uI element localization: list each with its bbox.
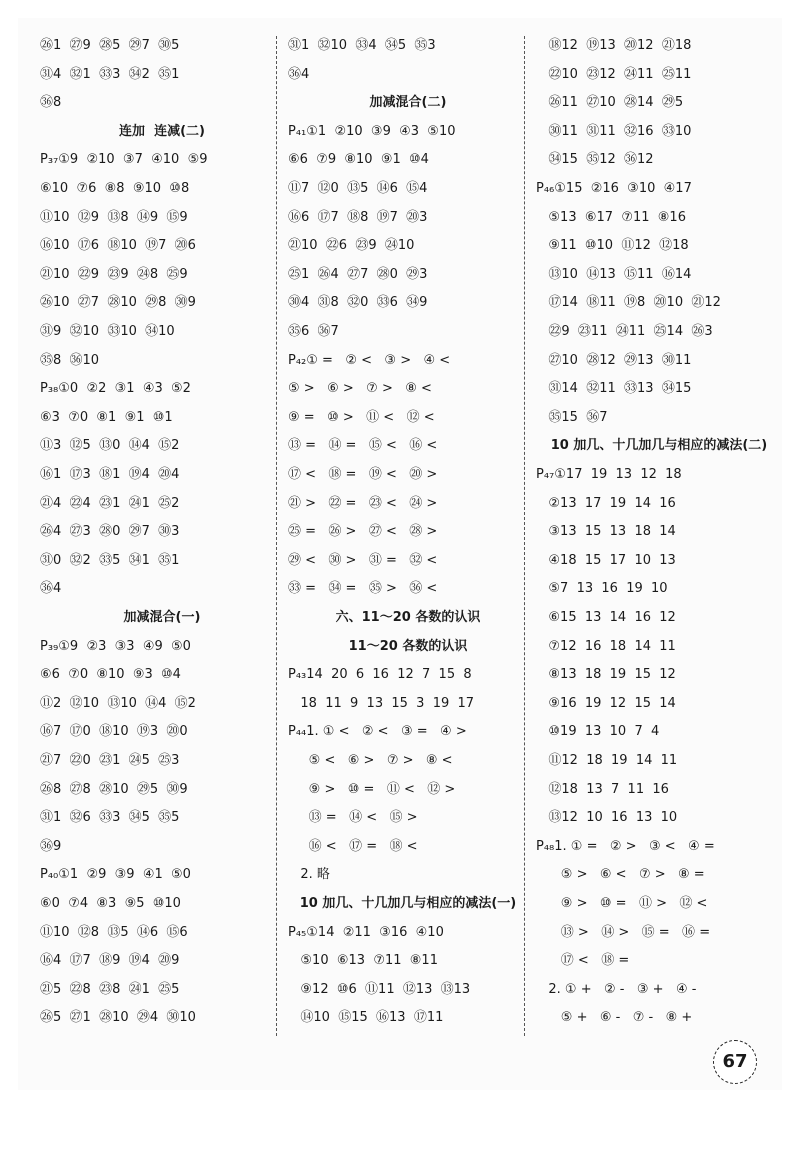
answer-line: ⑯10 ⑰6 ⑱10 ⑲7 ⑳6: [40, 238, 196, 254]
answer-line: ㉑10 ㉒6 ㉓9 ㉔10: [288, 238, 415, 254]
section-heading: 六、11～20 各数的认识: [335, 610, 481, 625]
answer-line: ㉗10 ㉘12 ㉙13 ㉚11: [536, 352, 692, 368]
answer-line: ㊱9: [40, 838, 62, 854]
answer-line: ⑥10 ⑦6 ⑧8 ⑨10 ⑩8: [40, 181, 190, 196]
answer-line: ⑤ > ⑥ > ⑦ > ⑧ <: [288, 381, 432, 397]
answer-line: P₄₈1. ① = ② > ③ < ④ =: [536, 838, 715, 854]
answer-line: ㉛1 ㉜10 ㉝4 ㉞5 ㉟3: [288, 38, 436, 53]
answer-line: ㉕1 ㉖4 ㉗7 ㉘0 ㉙3: [288, 266, 428, 282]
answer-line: ⑪10 ⑫8 ⑬5 ⑭6 ⑮6: [40, 924, 188, 940]
answer-line: ⑤ > ⑥ < ⑦ > ⑧ =: [536, 867, 705, 883]
answer-line: ⑤13 ⑥17 ⑦11 ⑧16: [536, 209, 686, 225]
answer-line: ㉑10 ㉒9 ㉓9 ㉔8 ㉕9: [40, 266, 188, 282]
answer-line: ⑯4 ⑰7 ⑱9 ⑲4 ⑳9: [40, 953, 180, 969]
section-heading: 加减混合(二): [369, 95, 447, 111]
answer-line: ⑪2 ⑫10 ⑬10 ⑭4 ⑮2: [40, 695, 196, 711]
answer-line: ㉖5 ㉗1 ㉘10 ㉙4 ㉚10: [40, 1010, 196, 1026]
section-heading: 连加 连减(二): [119, 123, 205, 139]
answer-line: ⑪3 ⑫5 ⑬0 ⑭4 ⑮2: [40, 438, 180, 454]
answer-line: ②13 17 19 14 16: [536, 495, 676, 511]
answer-line: ㊱4: [288, 66, 310, 82]
answer-line: P₄₇①17 19 13 12 18: [536, 467, 682, 482]
answer-line: ㉙ < ㉚ > ㉛ = ㉜ <: [288, 552, 438, 568]
answer-line: ⑤10 ⑥13 ⑦11 ⑧11: [288, 953, 438, 969]
answer-line: ⑪7 ⑫0 ⑬5 ⑭6 ⑮4: [288, 181, 428, 196]
answer-line: ⑪12 18 19 14 11: [536, 753, 678, 768]
answer-line: ㉟15 ㊱7: [536, 409, 608, 425]
answer-line: 18 11 9 13 15 3 19 17: [288, 695, 475, 711]
answer-line: ⑨ > ⑩ = ⑪ < ⑫ >: [288, 781, 456, 797]
answer-line: P₃₉①9 ②3 ③3 ④9 ⑤0: [40, 638, 191, 654]
section-heading: 10 加几、十几加几与相应的减法(一): [299, 896, 517, 911]
answer-line: ⑯1 ⑰3 ⑱1 ⑲4 ⑳4: [40, 467, 180, 482]
answer-line: ⑨ > ⑩ = ⑪ > ⑫ <: [536, 896, 708, 911]
answer-line: ⑨11 ⑩10 ⑪12 ⑫18: [536, 238, 689, 254]
answer-line: P₄₆①15 ②16 ③10 ④17: [536, 181, 692, 196]
answer-line: ㉛14 ㉜11 ㉝13 ㉞15: [536, 381, 692, 397]
answer-line: ⑤7 13 16 19 10: [536, 581, 668, 597]
answer-line: ㉒10 ㉓12 ㉔11 ㉕11: [536, 66, 692, 82]
answer-line: P₄₀①1 ②9 ③9 ④1 ⑤0: [40, 867, 191, 883]
answer-line: 2. 略: [288, 867, 330, 883]
answer-line: ㉚11 ㉛11 ㉜16 ㉝10: [536, 123, 692, 139]
answer-line: ㉕ = ㉖ > ㉗ < ㉘ >: [288, 524, 438, 540]
answer-line: ⑰ < ⑱ = ⑲ < ⑳ >: [288, 467, 438, 482]
answer-line: ⑬ = ⑭ < ⑮ >: [288, 810, 418, 826]
answer-line: ⑱12 ⑲13 ⑳12 ㉑18: [536, 38, 692, 53]
answer-line: ⑥6 ⑦9 ⑧10 ⑨1 ⑩4: [288, 152, 429, 168]
answer-page: [18, 18, 782, 1090]
answer-line: ⑯ < ⑰ = ⑱ <: [288, 838, 418, 854]
answer-line: ⑬ = ⑭ = ⑮ < ⑯ <: [288, 438, 438, 454]
answer-line: ⑨16 19 12 15 14: [536, 695, 676, 711]
answer-line: ㉛1 ㉜6 ㉝3 ㉞5 ㉟5: [40, 810, 180, 826]
answer-line: ㉑4 ㉒4 ㉓1 ㉔1 ㉕2: [40, 495, 180, 511]
answer-line: ⑥6 ⑦0 ⑧10 ⑨3 ⑩4: [40, 667, 181, 683]
answer-line: ⑨ = ⑩ > ⑪ < ⑫ <: [288, 409, 435, 425]
answer-line: ㉑5 ㉒8 ㉓8 ㉔1 ㉕5: [40, 981, 180, 997]
answer-line: ⑪10 ⑫9 ⑬8 ⑭9 ⑮9: [40, 209, 188, 225]
answer-line: ⑬ > ⑭ > ⑮ = ⑯ =: [536, 924, 711, 940]
answer-line: ⑩19 13 10 7 4: [536, 724, 660, 740]
answer-line: ⑯7 ⑰0 ⑱10 ⑲3 ⑳0: [40, 724, 188, 740]
answer-line: ㉑ > ㉒ = ㉓ < ㉔ >: [288, 495, 438, 511]
answer-line: ㉛9 ㉜10 ㉝10 ㉞10: [40, 324, 175, 339]
answer-line: ㉖11 ㉗10 ㉘14 ㉙5: [536, 95, 684, 111]
answer-line: ⑰ < ⑱ =: [536, 953, 630, 969]
answer-line: ⑰14 ⑱11 ⑲8 ⑳10 ㉑12: [536, 295, 721, 311]
answer-line: P₄₁①1 ②10 ③9 ④3 ⑤10: [288, 123, 456, 139]
answer-line: ㉞15 ㉟12 ㊱12: [536, 152, 654, 168]
answer-line: ⑥3 ⑦0 ⑧1 ⑨1 ⑩1: [40, 409, 173, 425]
answer-line: ㉛4 ㉜1 ㉝3 ㉞2 ㉟1: [40, 66, 180, 82]
section-heading: 10 加几、十几加几与相应的减法(二): [550, 438, 768, 454]
answer-line: P₄₅①14 ②11 ③16 ④10: [288, 924, 444, 940]
answer-line: ㉟6 ㊱7: [288, 324, 339, 339]
answer-line: ㉖1 ㉗9 ㉘5 ㉙7 ㉚5: [40, 38, 180, 53]
answer-line: ㉑7 ㉒0 ㉓1 ㉔5 ㉕3: [40, 753, 180, 768]
answer-line: ④18 15 17 10 13: [536, 552, 676, 568]
page-number: 67: [713, 1040, 757, 1084]
answer-line: P₄₃14 20 6 16 12 7 15 8: [288, 667, 472, 683]
answer-line: ⑭10 ⑮15 ⑯13 ⑰11: [288, 1010, 444, 1026]
answer-line: P₄₄1. ① < ② < ③ = ④ >: [288, 724, 467, 740]
answer-line: ⑥15 13 14 16 12: [536, 610, 676, 625]
answer-line: ⑤ < ⑥ > ⑦ > ⑧ <: [288, 753, 453, 768]
answer-line: ⑨12 ⑩6 ⑪11 ⑫13 ⑬13: [288, 981, 471, 997]
answer-line: ㊱4: [40, 581, 62, 597]
answer-line: ⑦12 16 18 14 11: [536, 638, 676, 654]
answer-line: ⑤ + ⑥ - ⑦ - ⑧ +: [536, 1010, 693, 1026]
answer-line: ㉖8 ㉗8 ㉘10 ㉙5 ㉚9: [40, 781, 188, 797]
answer-line: ㉟8 ㊱10: [40, 352, 100, 368]
answer-line: ⑧13 18 19 15 12: [536, 667, 676, 683]
answer-line: ㊱8: [40, 95, 62, 111]
answer-line: ⑫18 13 7 11 16: [536, 781, 669, 797]
section-heading: 11～20 各数的认识: [348, 638, 468, 654]
answer-line: P₄₂① = ② < ③ > ④ <: [288, 352, 451, 368]
answer-line: P₃₇①9 ②10 ③7 ④10 ⑤9: [40, 152, 208, 168]
answer-line: ㉛0 ㉜2 ㉝5 ㉞1 ㉟1: [40, 552, 180, 568]
section-heading: 加减混合(一): [123, 610, 201, 625]
answer-line: ㉖10 ㉗7 ㉘10 ㉙8 ㉚9: [40, 295, 196, 311]
answer-line: ㉖4 ㉗3 ㉘0 ㉙7 ㉚3: [40, 524, 180, 540]
answer-line: ㉝ = ㉞ = ㉟ > ㊱ <: [288, 581, 438, 597]
answer-line: ⑬12 10 16 13 10: [536, 810, 678, 826]
answer-line: P₃₈①0 ②2 ③1 ④3 ⑤2: [40, 381, 191, 397]
answer-line: ⑥0 ⑦4 ⑧3 ⑨5 ⑩10: [40, 896, 181, 911]
answer-line: ③13 15 13 18 14: [536, 524, 676, 540]
answer-line: ㉒9 ㉓11 ㉔11 ㉕14 ㉖3: [536, 324, 713, 339]
answer-line: 2. ① + ② - ③ + ④ -: [536, 981, 697, 997]
answer-line: ⑯6 ⑰7 ⑱8 ⑲7 ⑳3: [288, 209, 428, 225]
answer-line: ⑬10 ⑭13 ⑮11 ⑯14: [536, 266, 692, 282]
answer-line: ㉚4 ㉛8 ㉜0 ㉝6 ㉞9: [288, 295, 428, 311]
